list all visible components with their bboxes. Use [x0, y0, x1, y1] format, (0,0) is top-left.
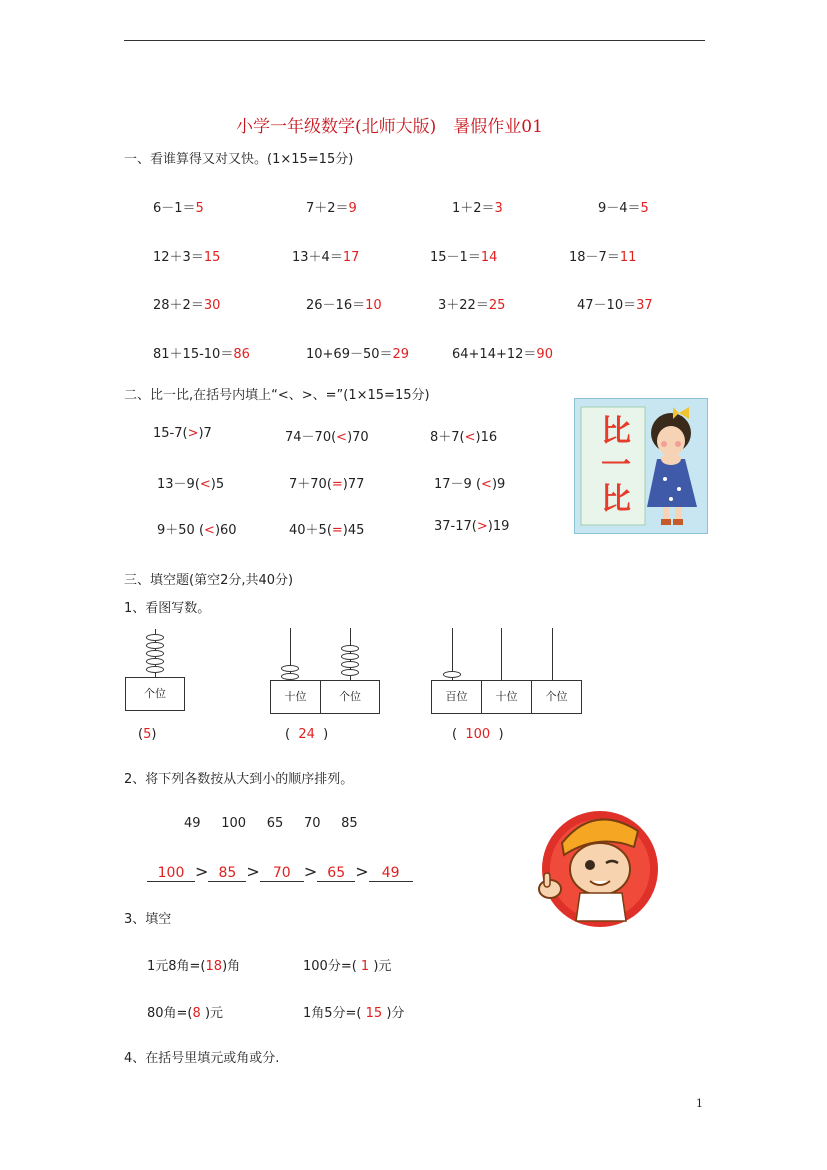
problem-answer: 3: [494, 201, 503, 216]
problem: [430, 246, 497, 265]
paren-open: (: [452, 727, 458, 742]
fill-item: [147, 955, 240, 974]
q1-label: 1、看图写数。: [124, 601, 211, 616]
abacus-place-ones: 个位: [320, 680, 380, 714]
comparison-right: )70: [347, 430, 369, 445]
cartoon-boy-icon: [534, 803, 664, 929]
order-answer: 100: [147, 865, 195, 882]
abacus-rod: [501, 628, 502, 680]
abacus-1-answer: [138, 727, 156, 742]
comparison-left: 7＋70(: [289, 477, 332, 492]
page-title: 小学一年级数学(北师大版) 暑假作业01: [236, 117, 543, 137]
problem: [438, 294, 505, 313]
problem-answer: 17: [342, 250, 360, 265]
abacus-bead: [146, 650, 164, 657]
comparison-answer: <: [204, 523, 215, 538]
problem-question: 12＋3＝: [153, 250, 204, 265]
page-number: 1: [696, 1097, 703, 1110]
comparison-answer: >: [476, 519, 488, 534]
comparison-right: )16: [475, 430, 498, 445]
comparison: [434, 519, 509, 534]
comparison-left: 9＋50 (: [157, 523, 205, 538]
order-answer: 49: [369, 865, 413, 882]
abacus-place-tens: 十位: [481, 680, 532, 714]
comparison-answer: =: [331, 477, 343, 492]
picture-caption: 比一比: [601, 414, 631, 517]
problem: [598, 197, 649, 216]
abacus-bead: [341, 645, 359, 652]
number: 100: [221, 816, 247, 831]
paren-close: ): [323, 727, 329, 742]
comparison-right: )45: [342, 523, 365, 538]
abacus-3-answer: [452, 727, 504, 742]
abacus-bead: [341, 661, 359, 668]
problem-answer: 11: [619, 250, 637, 265]
gt-sign: >: [303, 862, 318, 881]
problem-question: 3＋22＝: [438, 298, 489, 313]
fill-left: 1元8角=(: [147, 959, 206, 974]
fill-left: 100分=(: [303, 959, 357, 974]
comparison-left: 13－9(: [157, 477, 200, 492]
comparison: [157, 473, 224, 492]
problem-answer: 10: [365, 298, 382, 313]
abacus-rod: [552, 628, 553, 680]
number-list: [184, 816, 358, 831]
fill-right: )角: [222, 959, 241, 974]
abacus-2-answer: [285, 727, 328, 742]
comparison-right: )19: [487, 519, 510, 534]
comparison: [289, 519, 364, 538]
problem: [153, 197, 204, 216]
comparison-left: 40＋5(: [289, 523, 332, 538]
abacus-bead: [146, 642, 164, 649]
number: 85: [341, 816, 358, 831]
comparison-left: 15-7(: [153, 426, 188, 441]
section3-heading: 三、填空题(第空2分,共40分): [124, 573, 294, 588]
problem-answer: 25: [488, 298, 506, 313]
fill-item: [303, 1002, 404, 1021]
problem-answer: 90: [536, 347, 553, 362]
order-answer: 65: [317, 865, 355, 882]
fill-left: 1角5分=(: [303, 1006, 362, 1021]
number: 70: [303, 816, 321, 831]
problem-answer: 15: [203, 250, 221, 265]
number: 65: [266, 816, 284, 831]
problem: [452, 343, 553, 362]
fill-answer: 18: [205, 959, 223, 974]
problem-question: 13＋4＝: [292, 250, 343, 265]
number: 49: [184, 816, 201, 831]
q2-label: 2、将下列各数按从大到小的顺序排列。: [124, 772, 354, 787]
problem: [452, 197, 503, 216]
fill-answer: 1: [360, 959, 370, 974]
answer: 5: [143, 727, 152, 742]
comparison: [430, 426, 497, 445]
problem-answer: 5: [195, 201, 204, 216]
comparison-answer: <: [199, 477, 211, 492]
problem-question: 7＋2＝: [306, 201, 349, 216]
problem: [569, 246, 636, 265]
problem: [153, 343, 250, 362]
fill-left: 80角=(: [147, 1006, 193, 1021]
comparison: [289, 473, 364, 492]
problem: [153, 246, 220, 265]
cartoon-boy-logo: [534, 803, 664, 929]
paren-close: ): [151, 727, 157, 742]
order-answer: 70: [260, 865, 304, 882]
comparison-answer: =: [331, 523, 343, 538]
comparison-answer: <: [481, 477, 492, 492]
problem: [153, 294, 220, 313]
comparison-right: )5: [210, 477, 225, 492]
answer: 24: [298, 727, 315, 742]
problem-question: 9－4＝: [598, 201, 641, 216]
abacus-bead: [146, 666, 164, 673]
comparison: [153, 426, 212, 441]
problem-answer: 5: [640, 201, 649, 216]
problem-question: 64+14+12＝: [452, 347, 537, 362]
problem-answer: 29: [392, 347, 410, 362]
problem-answer: 37: [636, 298, 653, 313]
paren-open: (: [138, 727, 144, 742]
comparison-left: 37-17(: [434, 519, 477, 534]
abacus-bead: [341, 653, 359, 660]
header-rule: [124, 40, 705, 41]
fill-item: [147, 1002, 223, 1021]
problem-question: 1＋2＝: [452, 201, 495, 216]
cartoon-girl-picture: [574, 398, 708, 534]
comparison-right: )7: [198, 426, 212, 441]
problem-question: 26－16＝: [306, 298, 366, 313]
abacus-bead: [146, 658, 164, 665]
q4-label: 4、在括号里填元或角或分.: [124, 1051, 280, 1066]
order-answer: 85: [208, 865, 246, 882]
comparison-right: )9: [491, 477, 506, 492]
problem-question: 47－10＝: [577, 298, 637, 313]
problem-answer: 9: [348, 201, 357, 216]
abacus-bead: [281, 673, 299, 680]
fill-item: [303, 955, 391, 974]
problem: [577, 294, 653, 313]
abacus-bead: [146, 634, 164, 641]
abacus-bead: [341, 669, 359, 676]
problem: [306, 197, 357, 216]
comparison-answer: <: [336, 430, 348, 445]
problem-question: 18－7＝: [569, 250, 620, 265]
problem: [306, 294, 382, 313]
comparison: [157, 519, 237, 538]
fill-answer: 15: [365, 1006, 383, 1021]
gt-sign: >: [246, 862, 260, 881]
q3-label: 3、填空: [124, 912, 172, 927]
abacus-place-ones: 个位: [125, 677, 185, 711]
abacus-place-tens: 十位: [270, 680, 321, 714]
problem-question: 15－1＝: [430, 250, 481, 265]
problem-question: 6－1＝: [153, 201, 196, 216]
comparison-right: )60: [214, 523, 237, 538]
abacus-place-ones: 个位: [531, 680, 582, 714]
gt-sign: >: [355, 862, 369, 881]
paren-open: (: [285, 727, 291, 742]
problem-question: 28＋2＝: [153, 298, 204, 313]
answer: 100: [465, 727, 491, 742]
fill-right: )元: [204, 1006, 224, 1021]
problem-answer: 30: [203, 298, 221, 313]
abacus-bead: [281, 665, 299, 672]
comparison-left: 74－70(: [285, 430, 337, 445]
comparison-right: )77: [342, 477, 365, 492]
problem-answer: 86: [233, 347, 250, 362]
comparison-answer: >: [187, 426, 199, 441]
ordering-answer: [147, 862, 413, 882]
comparison: [285, 426, 369, 445]
problem-question: 10+69－50＝: [306, 347, 393, 362]
comparison-answer: <: [464, 430, 476, 445]
section1-heading: 一、看谁算得又对又快。(1×15=15分): [124, 152, 354, 167]
fill-answer: 8: [192, 1006, 201, 1021]
fill-right: )元: [373, 959, 392, 974]
gt-sign: >: [195, 862, 209, 881]
abacus-place-hundreds: 百位: [431, 680, 482, 714]
problem-answer: 14: [480, 250, 498, 265]
comparison-left: 17－9 (: [434, 477, 482, 492]
problem: [306, 343, 409, 362]
comparison-left: 8＋7(: [430, 430, 465, 445]
section2-heading: 二、比一比,在括号内填上“<、>、=”(1×15=15分): [124, 388, 430, 403]
comparison: [434, 473, 505, 492]
fill-right: )分: [386, 1006, 405, 1021]
paren-close: ): [498, 727, 504, 742]
abacus-bead: [443, 671, 461, 678]
problem: [292, 246, 359, 265]
problem-question: 81＋15-10＝: [153, 347, 234, 362]
